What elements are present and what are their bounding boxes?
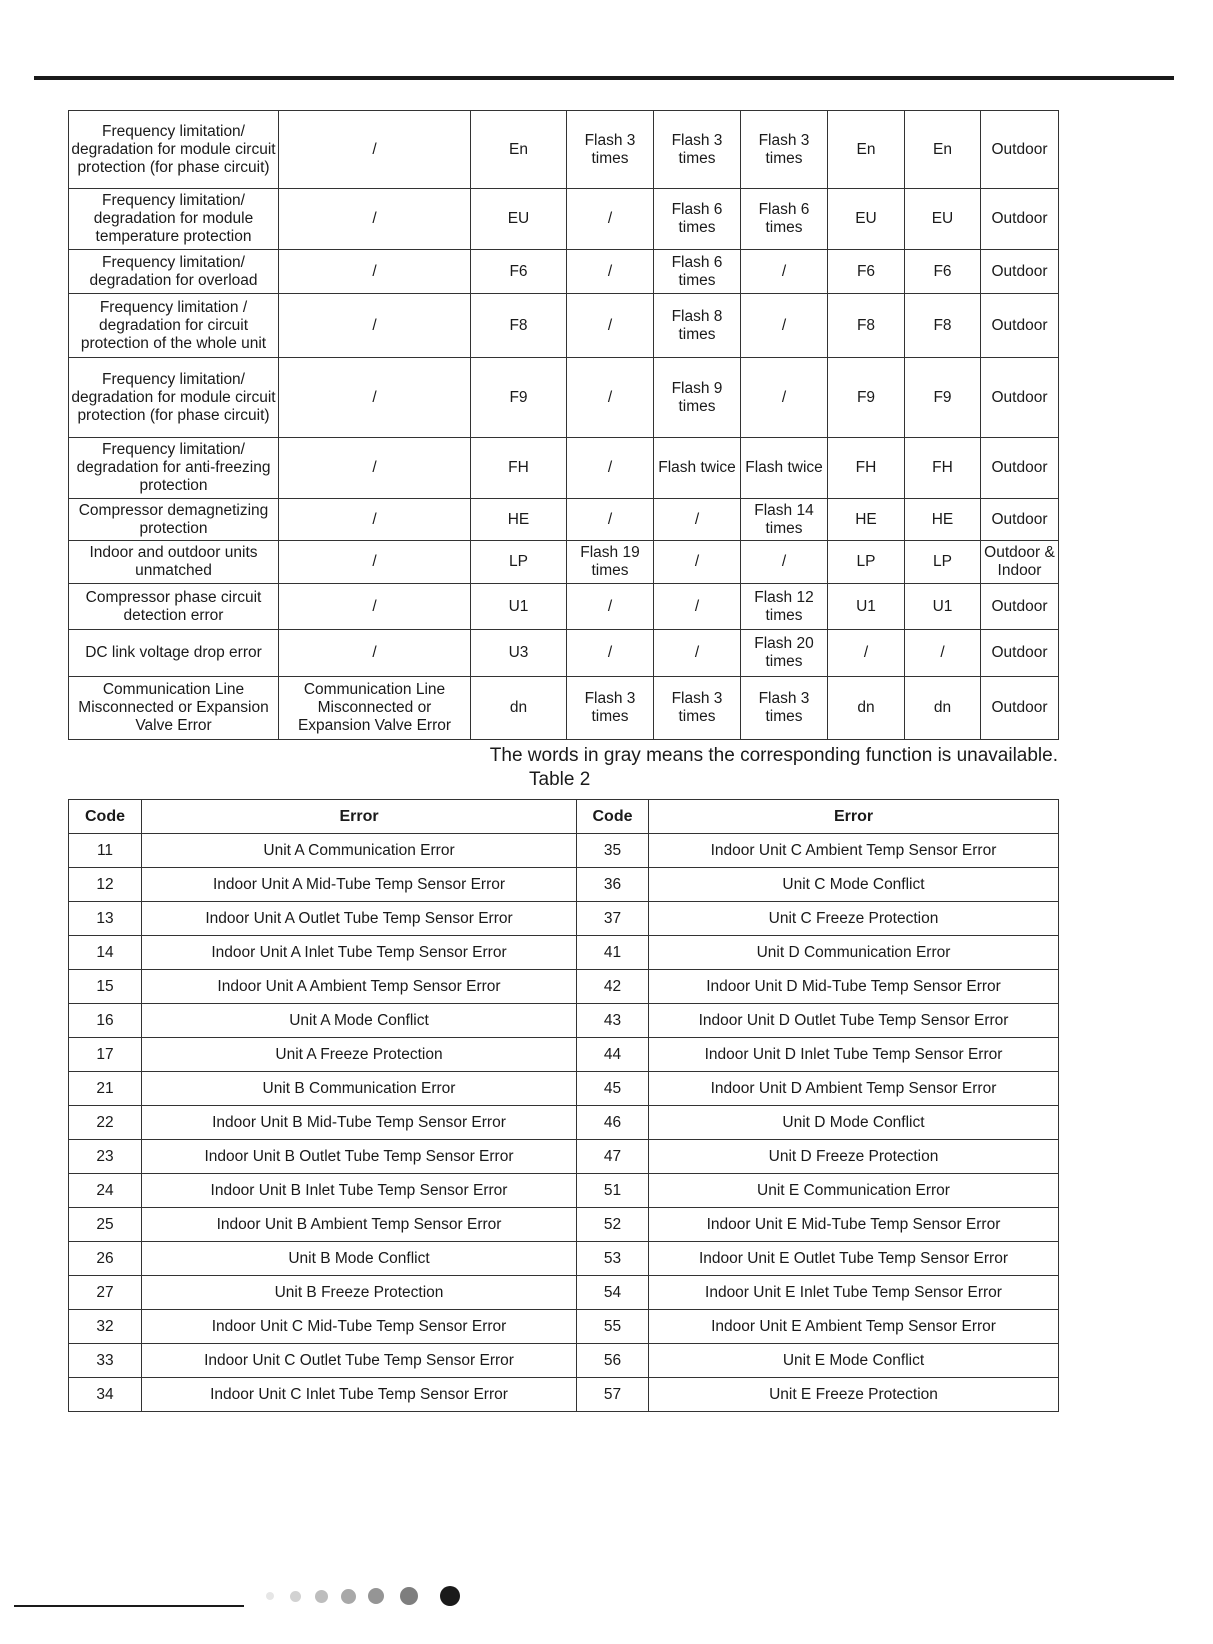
table-cell: U1: [828, 584, 905, 630]
table-cell: Flash 3 times: [654, 111, 741, 189]
table-cell: Flash twice: [654, 438, 741, 499]
table-row: [69, 1242, 1059, 1276]
table-cell: Outdoor: [981, 189, 1059, 250]
table-cell: Flash 12 times: [741, 584, 828, 630]
error-cell: Indoor Unit C Mid-Tube Temp Sensor Error: [142, 1310, 577, 1344]
table-cell: FH: [905, 438, 981, 499]
table-cell: /: [279, 358, 471, 438]
table-cell: Frequency limitation/ degradation for anti-freezing protection: [69, 438, 279, 499]
code-cell: 32: [69, 1310, 142, 1344]
table-row: [69, 1106, 1059, 1140]
table-cell: /: [828, 630, 905, 677]
table-cell: F9: [471, 358, 567, 438]
table-cell: Flash 3 times: [654, 677, 741, 740]
table-cell: Compressor phase circuit detection error: [69, 584, 279, 630]
table-row: [69, 1208, 1059, 1242]
code-cell: 55: [577, 1310, 649, 1344]
table-cell: /: [567, 358, 654, 438]
table-row: [69, 294, 1059, 358]
table-cell: /: [741, 294, 828, 358]
table-cell: Outdoor: [981, 111, 1059, 189]
table-cell: En: [905, 111, 981, 189]
table-cell: Outdoor: [981, 250, 1059, 294]
error-cell: Indoor Unit B Inlet Tube Temp Sensor Error: [142, 1174, 577, 1208]
code-cell: 15: [69, 970, 142, 1004]
code-cell: 44: [577, 1038, 649, 1072]
error-cell: Indoor Unit A Mid-Tube Temp Sensor Error: [142, 868, 577, 902]
table-cell: /: [654, 499, 741, 541]
error-cell: Indoor Unit A Outlet Tube Temp Sensor Error: [142, 902, 577, 936]
table-cell: Flash 6 times: [654, 250, 741, 294]
table-cell: /: [567, 438, 654, 499]
table-cell: Outdoor: [981, 677, 1059, 740]
table-cell: Flash 3 times: [567, 111, 654, 189]
table-cell: Flash 3 times: [741, 111, 828, 189]
error-code-table: [68, 110, 1059, 740]
table-cell: /: [279, 250, 471, 294]
table-cell: Communication Line Misconnected or Expansion Valve Error: [69, 677, 279, 740]
progress-dot: [290, 1591, 301, 1602]
table-row: [69, 677, 1059, 740]
top-rule: [34, 76, 1174, 80]
table-row: [69, 189, 1059, 250]
code-cell: 35: [577, 834, 649, 868]
table-row: [69, 111, 1059, 189]
error-cell: Indoor Unit B Outlet Tube Temp Sensor Error: [142, 1140, 577, 1174]
table-row: [69, 499, 1059, 541]
table-cell: /: [654, 541, 741, 584]
table-cell: Flash 6 times: [741, 189, 828, 250]
table-cell: /: [279, 294, 471, 358]
code-cell: 26: [69, 1242, 142, 1276]
table-cell: F6: [905, 250, 981, 294]
table-cell: /: [279, 584, 471, 630]
code-cell: 57: [577, 1378, 649, 1412]
table-cell: /: [567, 294, 654, 358]
error-cell: Indoor Unit D Outlet Tube Temp Sensor Error: [649, 1004, 1059, 1038]
error-cell: Indoor Unit E Outlet Tube Temp Sensor Error: [649, 1242, 1059, 1276]
code-cell: 45: [577, 1072, 649, 1106]
table-row: [69, 584, 1059, 630]
code-cell: 53: [577, 1242, 649, 1276]
table-cell: dn: [828, 677, 905, 740]
table-cell: Flash twice: [741, 438, 828, 499]
table-cell: LP: [905, 541, 981, 584]
table-cell: HE: [471, 499, 567, 541]
error-cell: Indoor Unit D Ambient Temp Sensor Error: [649, 1072, 1059, 1106]
error-cell: Unit D Mode Conflict: [649, 1106, 1059, 1140]
error-header: Error: [142, 800, 577, 834]
error-cell: Indoor Unit E Ambient Temp Sensor Error: [649, 1310, 1059, 1344]
table-cell: /: [567, 250, 654, 294]
code-cell: 13: [69, 902, 142, 936]
table-row: [69, 1344, 1059, 1378]
table-row: [69, 868, 1059, 902]
error-cell: Unit B Mode Conflict: [142, 1242, 577, 1276]
error-cell: Unit D Communication Error: [649, 936, 1059, 970]
table-cell: Frequency limitation/ degradation for module circuit protection (for phase circuit): [69, 358, 279, 438]
error-cell: Indoor Unit B Mid-Tube Temp Sensor Error: [142, 1106, 577, 1140]
table-row: [69, 541, 1059, 584]
table-row: [69, 438, 1059, 499]
table-cell: Flash 9 times: [654, 358, 741, 438]
table-cell: /: [741, 250, 828, 294]
error-cell: Unit B Communication Error: [142, 1072, 577, 1106]
table-cell: /: [567, 584, 654, 630]
error-cell: Unit B Freeze Protection: [142, 1276, 577, 1310]
code-cell: 47: [577, 1140, 649, 1174]
table-cell: Outdoor & Indoor: [981, 541, 1059, 584]
code-cell: 56: [577, 1344, 649, 1378]
table-row: [69, 1378, 1059, 1412]
code-cell: 46: [577, 1106, 649, 1140]
table-cell: HE: [828, 499, 905, 541]
code-cell: 17: [69, 1038, 142, 1072]
code-header: Code: [69, 800, 142, 834]
table-row: [69, 1072, 1059, 1106]
progress-dot: [341, 1589, 356, 1604]
table-row: [69, 1038, 1059, 1072]
table-cell: Outdoor: [981, 294, 1059, 358]
gray-words-notice: The words in gray means the corresponding function is unavailable.: [489, 745, 1058, 766]
table-cell: F9: [905, 358, 981, 438]
error-cell: Unit A Mode Conflict: [142, 1004, 577, 1038]
code-error-table: [68, 799, 1059, 1412]
code-cell: 12: [69, 868, 142, 902]
code-cell: 11: [69, 834, 142, 868]
code-cell: 37: [577, 902, 649, 936]
code-cell: 41: [577, 936, 649, 970]
error-cell: Unit E Mode Conflict: [649, 1344, 1059, 1378]
table-cell: Flash 20 times: [741, 630, 828, 677]
table-cell: F9: [828, 358, 905, 438]
table-cell: En: [828, 111, 905, 189]
table-cell: Indoor and outdoor units unmatched: [69, 541, 279, 584]
error-cell: Unit C Freeze Protection: [649, 902, 1059, 936]
error-cell: Indoor Unit D Mid-Tube Temp Sensor Error: [649, 970, 1059, 1004]
table-cell: Outdoor: [981, 358, 1059, 438]
table-cell: EU: [471, 189, 567, 250]
code-cell: 22: [69, 1106, 142, 1140]
error-cell: Unit E Freeze Protection: [649, 1378, 1059, 1412]
code-cell: 25: [69, 1208, 142, 1242]
error-cell: Unit A Communication Error: [142, 834, 577, 868]
table-cell: /: [567, 499, 654, 541]
table-cell: F8: [828, 294, 905, 358]
bottom-rule: [14, 1605, 244, 1607]
table-cell: U1: [905, 584, 981, 630]
table-cell: /: [741, 358, 828, 438]
table-cell: /: [279, 111, 471, 189]
table-cell: LP: [828, 541, 905, 584]
table-cell: dn: [905, 677, 981, 740]
error-cell: Unit A Freeze Protection: [142, 1038, 577, 1072]
table-cell: DC link voltage drop error: [69, 630, 279, 677]
table-cell: /: [279, 499, 471, 541]
code-cell: 14: [69, 936, 142, 970]
table-cell: /: [567, 189, 654, 250]
error-header: Error: [649, 800, 1059, 834]
table-cell: /: [567, 630, 654, 677]
error-cell: Indoor Unit A Ambient Temp Sensor Error: [142, 970, 577, 1004]
code-cell: 21: [69, 1072, 142, 1106]
table-cell: /: [279, 541, 471, 584]
error-cell: Unit C Mode Conflict: [649, 868, 1059, 902]
progress-dot: [400, 1587, 418, 1605]
error-cell: Indoor Unit E Mid-Tube Temp Sensor Error: [649, 1208, 1059, 1242]
table-cell: /: [905, 630, 981, 677]
table-cell: U1: [471, 584, 567, 630]
code-cell: 27: [69, 1276, 142, 1310]
error-cell: Indoor Unit A Inlet Tube Temp Sensor Error: [142, 936, 577, 970]
table-cell: HE: [905, 499, 981, 541]
code-cell: 34: [69, 1378, 142, 1412]
table-row: [69, 630, 1059, 677]
table-cell: U3: [471, 630, 567, 677]
code-cell: 36: [577, 868, 649, 902]
error-cell: Indoor Unit C Inlet Tube Temp Sensor Error: [142, 1378, 577, 1412]
table-header-row: [69, 800, 1059, 834]
table-cell: Outdoor: [981, 630, 1059, 677]
table-cell: EU: [905, 189, 981, 250]
table-row: [69, 936, 1059, 970]
table-row: [69, 1004, 1059, 1038]
code-cell: 52: [577, 1208, 649, 1242]
table-cell: Outdoor: [981, 499, 1059, 541]
code-header: Code: [577, 800, 649, 834]
progress-dot: [368, 1588, 384, 1604]
code-cell: 42: [577, 970, 649, 1004]
table-cell: /: [279, 630, 471, 677]
progress-dot: [266, 1592, 274, 1600]
table-cell: Flash 3 times: [741, 677, 828, 740]
table-cell: Flash 19 times: [567, 541, 654, 584]
code-cell: 24: [69, 1174, 142, 1208]
table-cell: /: [279, 189, 471, 250]
table-row: [69, 1310, 1059, 1344]
table-cell: FH: [828, 438, 905, 499]
error-cell: Indoor Unit C Outlet Tube Temp Sensor Error: [142, 1344, 577, 1378]
progress-dot: [440, 1586, 460, 1606]
table-cell: /: [654, 630, 741, 677]
table-cell: Compressor demagnetizing protection: [69, 499, 279, 541]
error-cell: Unit E Communication Error: [649, 1174, 1059, 1208]
table-cell: EU: [828, 189, 905, 250]
table-row: [69, 1174, 1059, 1208]
code-cell: 43: [577, 1004, 649, 1038]
code-cell: 33: [69, 1344, 142, 1378]
table-row: [69, 970, 1059, 1004]
table-row: [69, 1140, 1059, 1174]
table-caption: Table 2: [529, 769, 591, 790]
table-cell: Flash 14 times: [741, 499, 828, 541]
table-cell: F6: [828, 250, 905, 294]
table-cell: /: [741, 541, 828, 584]
table-cell: Frequency limitation/ degradation for module circuit protection (for phase circuit): [69, 111, 279, 189]
table-row: [69, 1276, 1059, 1310]
table-cell: Outdoor: [981, 584, 1059, 630]
table-row: [69, 902, 1059, 936]
code-cell: 16: [69, 1004, 142, 1038]
table-cell: Flash 6 times: [654, 189, 741, 250]
table-cell: LP: [471, 541, 567, 584]
table-cell: F8: [905, 294, 981, 358]
error-cell: Indoor Unit C Ambient Temp Sensor Error: [649, 834, 1059, 868]
table-cell: Flash 3 times: [567, 677, 654, 740]
table-row: [69, 834, 1059, 868]
table-cell: /: [279, 438, 471, 499]
error-cell: Indoor Unit E Inlet Tube Temp Sensor Error: [649, 1276, 1059, 1310]
code-cell: 23: [69, 1140, 142, 1174]
table-row: [69, 250, 1059, 294]
table-cell: Frequency limitation/ degradation for overload: [69, 250, 279, 294]
table-cell: F8: [471, 294, 567, 358]
error-cell: Indoor Unit D Inlet Tube Temp Sensor Error: [649, 1038, 1059, 1072]
error-cell: Indoor Unit B Ambient Temp Sensor Error: [142, 1208, 577, 1242]
table-cell: F6: [471, 250, 567, 294]
error-cell: Unit D Freeze Protection: [649, 1140, 1059, 1174]
table-cell: dn: [471, 677, 567, 740]
table-cell: Flash 8 times: [654, 294, 741, 358]
table-cell: FH: [471, 438, 567, 499]
table-cell: Outdoor: [981, 438, 1059, 499]
progress-dot: [315, 1590, 328, 1603]
code-cell: 54: [577, 1276, 649, 1310]
table-cell: /: [654, 584, 741, 630]
table-cell: Communication Line Misconnected or Expansion Valve Error: [279, 677, 471, 740]
table-cell: Frequency limitation/ degradation for module temperature protection: [69, 189, 279, 250]
table-cell: En: [471, 111, 567, 189]
code-cell: 51: [577, 1174, 649, 1208]
table-cell: Frequency limitation / degradation for circuit protection of the whole unit: [69, 294, 279, 358]
table-row: [69, 358, 1059, 438]
